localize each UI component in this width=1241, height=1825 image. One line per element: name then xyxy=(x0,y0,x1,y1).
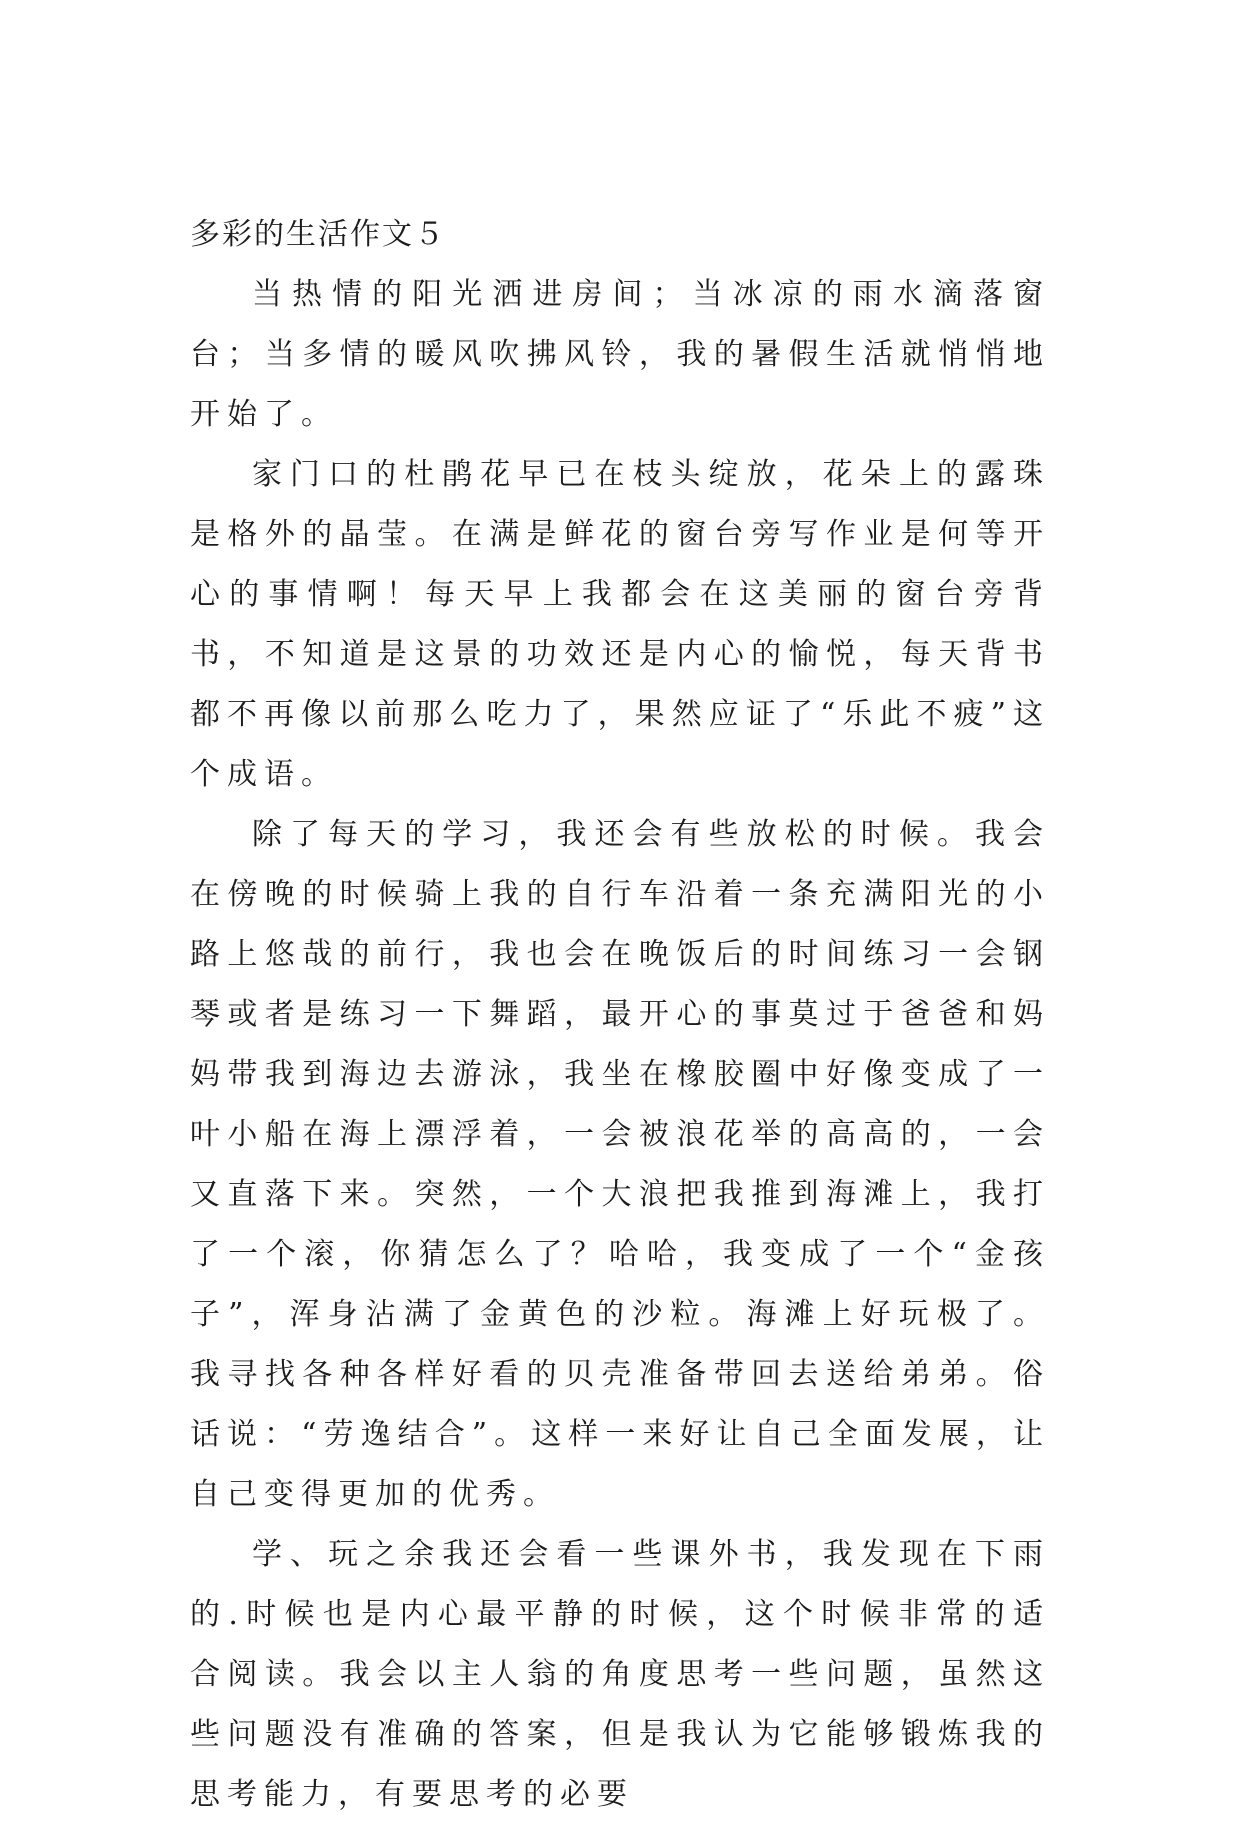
document-title: 多彩的生活作文５ xyxy=(190,217,446,252)
paragraph-3: 除了每天的学习，我还会有些放松的时候。我会在傍晚的时候骑上我的自行车沿着一条充满阳光的小路上悠哉的前行，我也会在晚饭后的时间练习一会钢琴或者是练习一下舞蹈，最开心的事莫过于爸爸和妈妈带我到海边去游泳，我坐在橡胶圈中好像变成了一叶小船在海上漂浮着，一会被浪花举的高高的，一会又直落下来。突然，一个大浪把我推到海滩上，我打了一个滚，你猜怎么了？哈哈，我变成了一个“金孩子”，浑身沾满了金黄色的沙粒。海滩上好玩极了。我寻找各种各样好看的贝壳准备带回去送给弟弟。俗话说：“劳逸结合”。这样一来好让自己全面发展，让自己变得更加的优秀。 xyxy=(190,817,1050,1512)
document-page xyxy=(190,205,1050,1825)
paragraph-2: 家门口的杜鹃花早已在枝头绽放，花朵上的露珠是格外的晶莹。在满是鲜花的窗台旁写作业是何等开心的事情啊！每天早上我都会在这美丽的窗台旁背书，不知道是这景的功效还是内心的愉悦，每天背书都不再像以前那么吃力了，果然应证了“乐此不疲”这个成语。 xyxy=(190,457,1050,792)
paragraph-4: 学、玩之余我还会看一些课外书，我发现在下雨的.时候也是内心最平静的时候，这个时候非常的适合阅读。我会以主人翁的角度思考一些问题，虽然这些问题没有准确的答案，但是我认为它能够锻炼我的思考能力，有要思考的必要 xyxy=(190,1537,1050,1812)
paragraph-1: 当热情的阳光洒进房间；当冰凉的雨水滴落窗台；当多情的暖风吹拂风铃，我的暑假生活就悄悄地开始了。 xyxy=(190,277,1050,432)
